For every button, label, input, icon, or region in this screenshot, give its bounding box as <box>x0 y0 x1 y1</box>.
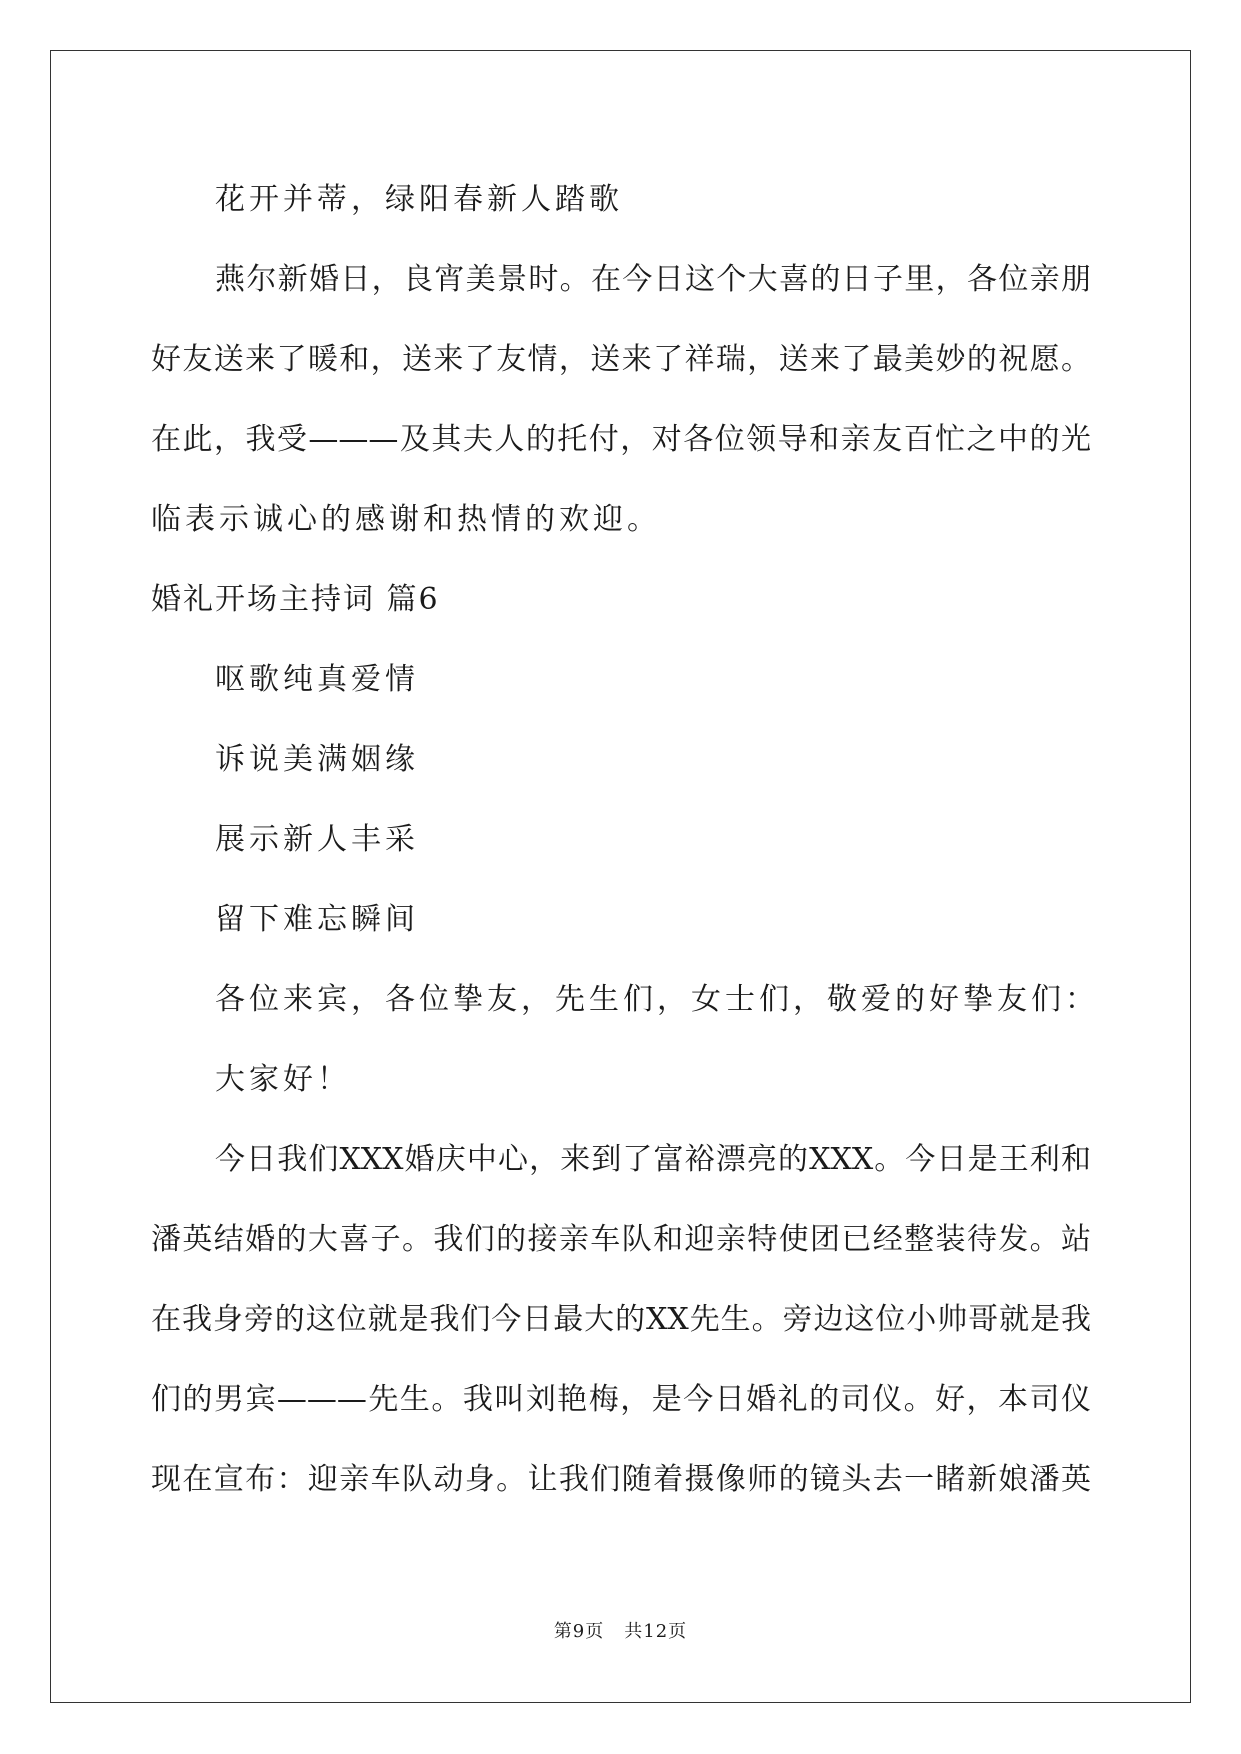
verse-line: 诉说美满姻缘 <box>215 742 419 777</box>
page-number: 第9页 <box>553 1621 605 1642</box>
greeting-line: 大家好！ <box>215 1062 351 1097</box>
paragraph-line: 好友送来了暖和，送来了友情，送来了祥瑞，送来了最美妙的祝愿。 <box>151 342 1091 377</box>
paragraph-line: 花开并蒂，绿阳春新人踏歌 <box>215 182 623 217</box>
verse-line: 展示新人丰采 <box>215 822 419 857</box>
paragraph-line: 在我身旁的这位就是我们今日最大的XX先生。旁边这位小帅哥就是我 <box>151 1302 1091 1337</box>
paragraph-line: 临表示诚心的感谢和热情的欢迎。 <box>151 502 661 537</box>
page-total: 共12页 <box>624 1621 688 1642</box>
verse-line: 呕歌纯真爱情 <box>215 662 419 697</box>
paragraph-line: 在此，我受———及其夫人的托付，对各位领导和亲友百忙之中的光 <box>151 422 1091 457</box>
greeting-line: 各位来宾，各位挚友，先生们，女士们，敬爱的好挚友们： <box>215 982 1099 1017</box>
paragraph-line: 们的男宾———先生。我叫刘艳梅，是今日婚礼的司仪。好，本司仪 <box>151 1382 1091 1417</box>
paragraph-line: 潘英结婚的大喜子。我们的接亲车队和迎亲特使团已经整装待发。站 <box>151 1222 1091 1257</box>
paragraph-line: 今日我们XXX婚庆中心，来到了富裕漂亮的XXX。今日是王利和 <box>215 1142 1091 1177</box>
paragraph-line: 现在宣布：迎亲车队动身。让我们随着摄像师的镜头去一睹新娘潘英 <box>151 1462 1091 1497</box>
section-heading: 婚礼开场主持词 篇6 <box>151 582 440 617</box>
page-footer <box>0 1620 1241 1644</box>
verse-line: 留下难忘瞬间 <box>215 902 419 937</box>
document-body <box>151 160 1099 1520</box>
paragraph-line: 燕尔新婚日，良宵美景时。在今日这个大喜的日子里，各位亲朋 <box>215 262 1091 297</box>
